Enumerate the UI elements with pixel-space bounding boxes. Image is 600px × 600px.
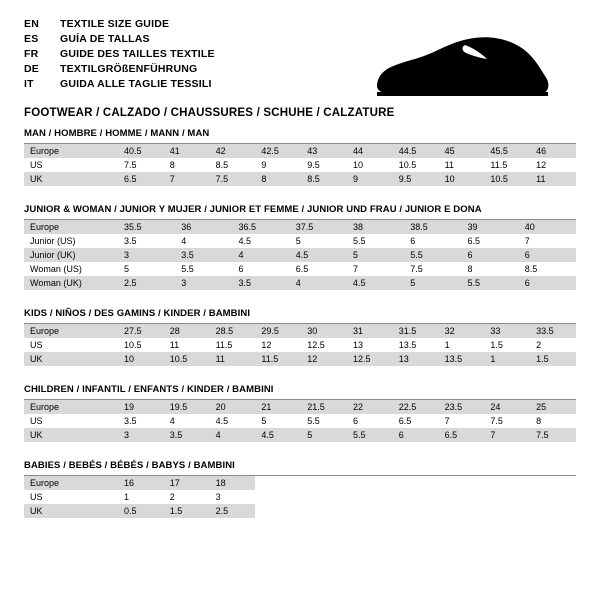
cell: 19 xyxy=(118,400,164,414)
cell: 12 xyxy=(301,352,347,366)
size-table xyxy=(24,476,576,518)
cell: 8 xyxy=(467,264,473,274)
cell: 1.5 xyxy=(530,352,576,366)
table-row xyxy=(24,414,576,428)
row-label: Europe xyxy=(24,144,118,158)
cell: 13.5 xyxy=(398,340,417,350)
cell: 10.5 xyxy=(398,160,417,170)
cell: 12 xyxy=(536,160,547,170)
cell: 31 xyxy=(347,324,393,338)
cell: 13 xyxy=(393,352,439,366)
cell: 2.5 xyxy=(210,504,256,518)
language-code: ES xyxy=(24,33,39,45)
table-row xyxy=(24,276,576,290)
cell: 7 xyxy=(524,236,530,246)
cell: 4 xyxy=(233,248,290,262)
table-row xyxy=(24,352,576,366)
table-row xyxy=(24,504,576,518)
cell: 10.5 xyxy=(164,352,210,366)
cell: 6.5 xyxy=(398,416,412,426)
cell xyxy=(301,476,347,490)
cell: 44.5 xyxy=(393,144,439,158)
row-label: UK xyxy=(24,428,118,442)
cell: 9.5 xyxy=(393,172,439,186)
cell: 3 xyxy=(215,492,221,502)
cell xyxy=(439,504,485,518)
cell: 11.5 xyxy=(215,340,233,350)
size-table xyxy=(24,400,576,442)
cell: 44 xyxy=(347,144,393,158)
cell: 7.5 xyxy=(124,160,137,170)
cell: 7.5 xyxy=(410,264,423,274)
cell: 3 xyxy=(118,428,164,442)
language-row xyxy=(24,18,215,33)
size-table xyxy=(24,324,576,366)
cell: 10.5 xyxy=(484,172,530,186)
table-row xyxy=(24,324,576,338)
row-label: Woman (UK) xyxy=(24,276,118,290)
group-man xyxy=(24,128,576,186)
cell: 3.5 xyxy=(233,276,290,290)
cell: 4.5 xyxy=(255,428,301,442)
group-heading: KIDS / NIÑOS / DES GAMINS / KINDER / BAMBINI xyxy=(24,308,576,324)
table-row xyxy=(24,158,576,172)
cell: 40.5 xyxy=(118,144,164,158)
cell: 7.5 xyxy=(530,428,576,442)
cell: 29.5 xyxy=(255,324,301,338)
cell: 12 xyxy=(261,340,272,350)
table-row xyxy=(24,428,576,442)
cell: 21.5 xyxy=(301,400,347,414)
row-label: US xyxy=(30,160,43,170)
cell: 30 xyxy=(301,324,347,338)
cell: 38 xyxy=(347,220,404,234)
cell: 25 xyxy=(530,400,576,414)
cell: 10 xyxy=(352,160,363,170)
cell: 10 xyxy=(439,172,485,186)
cell: 38.5 xyxy=(404,220,461,234)
cell: 7 xyxy=(164,172,210,186)
language-row xyxy=(24,33,215,48)
cell: 5.5 xyxy=(353,236,366,246)
cell: 4 xyxy=(169,416,175,426)
cell: 7 xyxy=(444,416,450,426)
table-row xyxy=(24,476,576,490)
cell: 4.5 xyxy=(238,236,252,246)
language-row xyxy=(24,78,215,93)
group-heading: MAN / HOMBRE / HOMME / MANN / MAN xyxy=(24,128,576,144)
cell: 6.5 xyxy=(295,264,309,274)
cell: 0.5 xyxy=(118,504,164,518)
cell: 6 xyxy=(410,236,416,246)
cell: 46 xyxy=(530,144,576,158)
table-row xyxy=(24,262,576,276)
cell: 6.5 xyxy=(467,236,481,246)
cell xyxy=(393,476,439,490)
cell: 11 xyxy=(444,160,454,170)
cell: 45 xyxy=(439,144,485,158)
cell: 1.5 xyxy=(164,504,210,518)
cell: 4.5 xyxy=(290,248,347,262)
cell xyxy=(393,504,439,518)
cell xyxy=(255,476,301,490)
cell: 1 xyxy=(444,340,450,350)
cell: 28 xyxy=(164,324,210,338)
language-row xyxy=(24,63,215,78)
cell: 5.5 xyxy=(404,248,461,262)
group-kids xyxy=(24,308,576,366)
cell: 7 xyxy=(353,264,359,274)
group-heading: BABIES / BEBÉS / BÉBÉS / BABYS / BAMBINI xyxy=(24,460,576,476)
cell xyxy=(484,476,530,490)
language-row xyxy=(24,48,215,63)
cell: 20 xyxy=(210,400,256,414)
group-heading: CHILDREN / INFANTIL / ENFANTS / KINDER / BAMBINI xyxy=(24,384,576,400)
cell: 5 xyxy=(295,236,301,246)
footwear-category-title: FOOTWEAR / CALZADO / CHAUSSURES / SCHUHE / CALZATURE xyxy=(24,107,395,119)
cell: 4 xyxy=(210,428,256,442)
row-label: Europe xyxy=(24,476,118,490)
cell: 11.5 xyxy=(255,352,301,366)
cell: 11.5 xyxy=(490,160,508,170)
cell: 6 xyxy=(462,248,519,262)
cell: 6 xyxy=(519,276,576,290)
language-code: DE xyxy=(24,63,39,75)
group-junior-woman xyxy=(24,204,576,290)
cell: 43 xyxy=(301,144,347,158)
size-table xyxy=(24,144,576,186)
cell: 4.5 xyxy=(347,276,404,290)
cell xyxy=(439,490,485,504)
language-title: TEXTILE SIZE GUIDE xyxy=(60,18,170,30)
cell: 1 xyxy=(124,492,130,502)
cell: 3.5 xyxy=(124,416,137,426)
language-code: EN xyxy=(24,18,39,30)
header xyxy=(24,18,576,119)
row-label: Europe xyxy=(24,324,118,338)
cell: 6 xyxy=(238,264,244,274)
cell: 45.5 xyxy=(484,144,530,158)
cell: 4 xyxy=(181,236,187,246)
cell: 13.5 xyxy=(439,352,485,366)
cell: 2 xyxy=(169,492,175,502)
cell xyxy=(530,476,576,490)
cell: 3.5 xyxy=(175,248,232,262)
group-children xyxy=(24,384,576,442)
cell: 2 xyxy=(536,340,542,350)
row-label: Junior (US) xyxy=(30,236,76,246)
cell: 33 xyxy=(484,324,530,338)
cell: 11 xyxy=(210,352,256,366)
cell: 5 xyxy=(404,276,461,290)
cell: 31.5 xyxy=(393,324,439,338)
group-babies xyxy=(24,460,576,518)
cell xyxy=(301,504,347,518)
cell: 8.5 xyxy=(215,160,229,170)
row-label: UK xyxy=(24,172,118,186)
cell: 10.5 xyxy=(124,340,142,350)
size-table xyxy=(24,220,576,290)
table-row xyxy=(24,234,576,248)
cell: 5.5 xyxy=(181,264,194,274)
cell: 8 xyxy=(255,172,301,186)
cell: 18 xyxy=(210,476,256,490)
cell: 6 xyxy=(393,428,439,442)
cell: 8 xyxy=(536,416,542,426)
row-label: US xyxy=(30,492,43,502)
cell: 8.5 xyxy=(524,264,538,274)
cell: 1 xyxy=(484,352,530,366)
cell: 9.5 xyxy=(307,160,320,170)
language-title: GUIDE DES TAILLES TEXTILE xyxy=(60,48,215,60)
cell: 5 xyxy=(124,264,130,274)
row-label: Europe xyxy=(24,400,118,414)
cell: 5 xyxy=(347,248,404,262)
cell: 11 xyxy=(530,172,576,186)
cell: 17 xyxy=(164,476,210,490)
row-label: US xyxy=(30,416,43,426)
cell: 22 xyxy=(347,400,393,414)
row-label: US xyxy=(30,340,43,350)
language-title-list xyxy=(24,18,215,93)
table-row xyxy=(24,338,576,352)
cell: 19.5 xyxy=(164,400,210,414)
cell: 7 xyxy=(484,428,530,442)
cell: 4.5 xyxy=(215,416,229,426)
cell: 33.5 xyxy=(530,324,576,338)
cell: 5.5 xyxy=(462,276,519,290)
cell: 22.5 xyxy=(393,400,439,414)
cell: 12.5 xyxy=(347,352,393,366)
cell: 13 xyxy=(352,340,363,350)
table-row xyxy=(24,248,576,262)
cell: 9 xyxy=(347,172,393,186)
cell: 5 xyxy=(301,428,347,442)
table-row xyxy=(24,490,576,504)
cell: 3.5 xyxy=(164,428,210,442)
cell: 5.5 xyxy=(347,428,393,442)
row-label: Woman (US) xyxy=(30,264,82,274)
cell: 24 xyxy=(484,400,530,414)
row-label: UK xyxy=(24,504,118,518)
language-code: IT xyxy=(24,78,34,90)
group-heading: JUNIOR & WOMAN / JUNIOR Y MUJER / JUNIOR ET FEMME / JUNIOR UND FRAU / JUNIOR E DONA xyxy=(24,204,576,220)
cell xyxy=(439,476,485,490)
cell: 5.5 xyxy=(307,416,320,426)
cell: 39 xyxy=(462,220,519,234)
cell xyxy=(347,476,393,490)
cell xyxy=(301,490,347,504)
cell: 42.5 xyxy=(255,144,301,158)
cell: 16 xyxy=(118,476,164,490)
cell: 23.5 xyxy=(439,400,485,414)
cell: 3.5 xyxy=(124,236,137,246)
cell: 8 xyxy=(169,160,175,170)
cell: 35.5 xyxy=(118,220,175,234)
cell xyxy=(393,490,439,504)
language-code: FR xyxy=(24,48,39,60)
cell: 21 xyxy=(255,400,301,414)
cell: 3 xyxy=(118,248,175,262)
cell xyxy=(255,490,301,504)
row-label: UK xyxy=(24,352,118,366)
cell: 28.5 xyxy=(210,324,256,338)
cell: 8.5 xyxy=(301,172,347,186)
language-title: TEXTILGRÖßENFÜHRUNG xyxy=(60,63,198,75)
language-title: GUÍA DE TALLAS xyxy=(60,33,150,45)
cell xyxy=(530,504,576,518)
cell: 36 xyxy=(175,220,232,234)
cell: 6 xyxy=(352,416,358,426)
row-label: Europe xyxy=(24,220,118,234)
cell: 42 xyxy=(210,144,256,158)
cell: 37.5 xyxy=(290,220,347,234)
cell: 10 xyxy=(118,352,164,366)
cell: 6.5 xyxy=(118,172,164,186)
cell: 6.5 xyxy=(439,428,485,442)
row-label: Junior (UK) xyxy=(24,248,118,262)
cell xyxy=(347,490,393,504)
cell xyxy=(255,504,301,518)
table-row xyxy=(24,400,576,414)
cell: 6 xyxy=(519,248,576,262)
language-title: GUIDA ALLE TAGLIE TESSILI xyxy=(60,78,212,90)
dress-shoe-icon xyxy=(369,34,554,104)
cell: 1.5 xyxy=(490,340,503,350)
cell: 40 xyxy=(519,220,576,234)
cell: 5 xyxy=(261,416,267,426)
cell xyxy=(530,490,576,504)
cell: 36.5 xyxy=(233,220,290,234)
cell xyxy=(484,504,530,518)
cell: 7.5 xyxy=(210,172,256,186)
table-row xyxy=(24,172,576,186)
cell xyxy=(347,504,393,518)
table-row xyxy=(24,144,576,158)
cell: 27.5 xyxy=(118,324,164,338)
cell: 32 xyxy=(439,324,485,338)
cell xyxy=(484,490,530,504)
cell: 3 xyxy=(175,276,232,290)
cell: 4 xyxy=(290,276,347,290)
cell: 2.5 xyxy=(118,276,175,290)
cell: 7.5 xyxy=(490,416,503,426)
cell: 11 xyxy=(169,340,180,350)
table-row xyxy=(24,220,576,234)
cell: 12.5 xyxy=(307,340,325,350)
cell: 9 xyxy=(261,160,267,170)
cell: 41 xyxy=(164,144,210,158)
